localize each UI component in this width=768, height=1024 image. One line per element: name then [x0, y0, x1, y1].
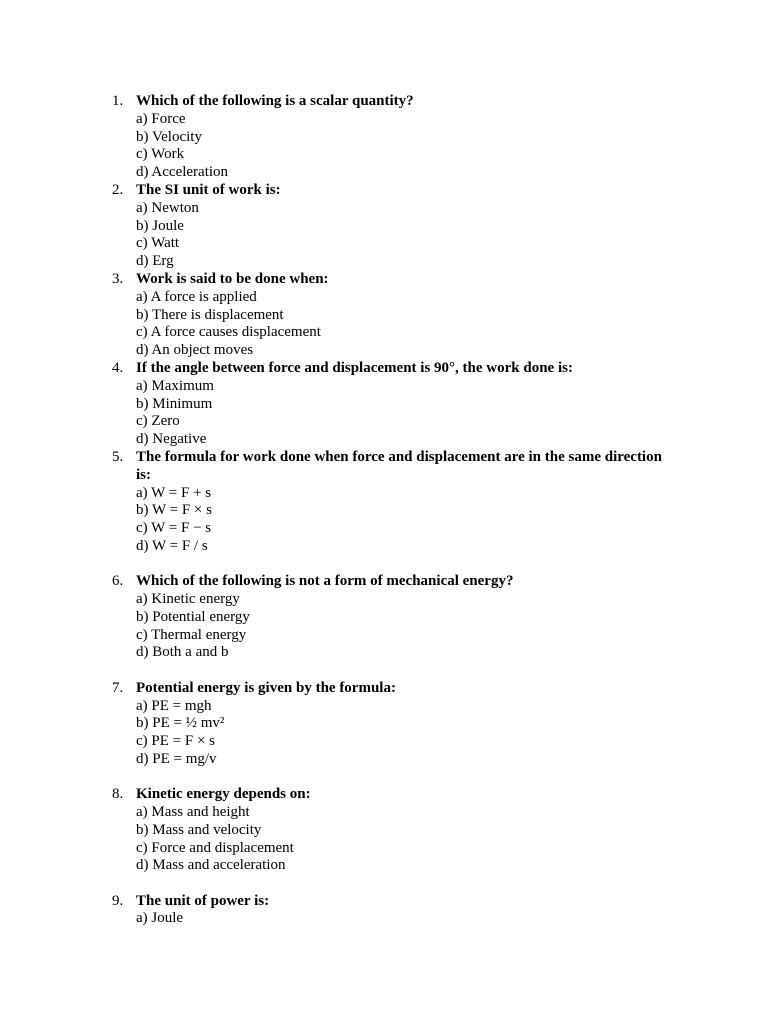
question-7 [100, 680, 680, 769]
option-c: c) W = F − s [136, 520, 212, 537]
option-c: c) Watt [136, 235, 180, 252]
option-d: d) Negative [136, 431, 207, 448]
option-a: a) Mass and height [136, 803, 250, 820]
option-c: c) Work [136, 146, 185, 163]
question-number: 3. [112, 270, 124, 287]
question-6 [100, 573, 680, 662]
question-4 [100, 360, 680, 449]
question-1 [100, 93, 680, 182]
question-5 [100, 449, 680, 556]
question-2 [100, 182, 680, 271]
option-a: a) Force [136, 110, 186, 127]
option-b: b) Mass and velocity [136, 821, 262, 838]
question-number: 5. [112, 448, 124, 465]
question-text: The SI unit of work is: [136, 181, 281, 198]
option-b: b) Potential energy [136, 608, 250, 625]
question-text: If the angle between force and displacement is 90°, the work done is: [136, 359, 573, 376]
option-c: c) Thermal energy [136, 626, 247, 643]
option-c: c) A force causes displacement [136, 324, 321, 341]
question-number: 8. [112, 786, 124, 803]
option-c: c) Force and displacement [136, 839, 294, 856]
option-c: c) Zero [136, 413, 180, 430]
option-a: a) W = F + s [136, 484, 212, 501]
option-a: a) Joule [136, 910, 184, 927]
option-b: b) Joule [136, 217, 184, 234]
question-3 [100, 271, 680, 360]
question-number: 6. [112, 573, 124, 590]
option-b: b) Minimum [136, 395, 213, 412]
question-9 [100, 893, 680, 929]
question-number: 7. [112, 679, 124, 696]
question-number: 9. [112, 892, 124, 909]
question-number: 4. [112, 359, 124, 376]
option-d: d) Mass and acceleration [136, 857, 286, 874]
question-text: Which of the following is not a form of mechanical energy? [136, 573, 514, 590]
option-b: b) Velocity [136, 128, 202, 145]
question-8 [100, 786, 680, 875]
question-number: 1. [112, 93, 124, 109]
option-d: d) W = F / s [136, 537, 208, 554]
option-a: a) Kinetic energy [136, 591, 240, 608]
option-a: a) A force is applied [136, 288, 257, 305]
question-text: The formula for work done when force and displacement are in the same direction is: [136, 448, 662, 483]
option-b: b) PE = ½ mv² [136, 715, 225, 732]
option-a: a) PE = mgh [136, 697, 212, 714]
option-c: c) PE = F × s [136, 733, 216, 750]
question-number: 2. [112, 181, 124, 198]
option-d: d) Erg [136, 253, 174, 270]
option-d: d) Acceleration [136, 164, 229, 181]
question-text: Potential energy is given by the formula: [136, 679, 396, 696]
question-text: Which of the following is a scalar quantity? [136, 93, 414, 109]
question-text: Kinetic energy depends on: [136, 786, 311, 803]
option-a: a) Newton [136, 199, 199, 216]
option-b: b) There is displacement [136, 306, 284, 323]
question-list [100, 93, 680, 928]
option-d: d) Both a and b [136, 644, 229, 661]
option-a: a) Maximum [136, 377, 214, 394]
question-text: Work is said to be done when: [136, 270, 329, 287]
question-text: The unit of power is: [136, 892, 270, 909]
option-d: d) An object moves [136, 342, 254, 359]
option-d: d) PE = mg/v [136, 750, 217, 767]
option-b: b) W = F × s [136, 502, 212, 519]
